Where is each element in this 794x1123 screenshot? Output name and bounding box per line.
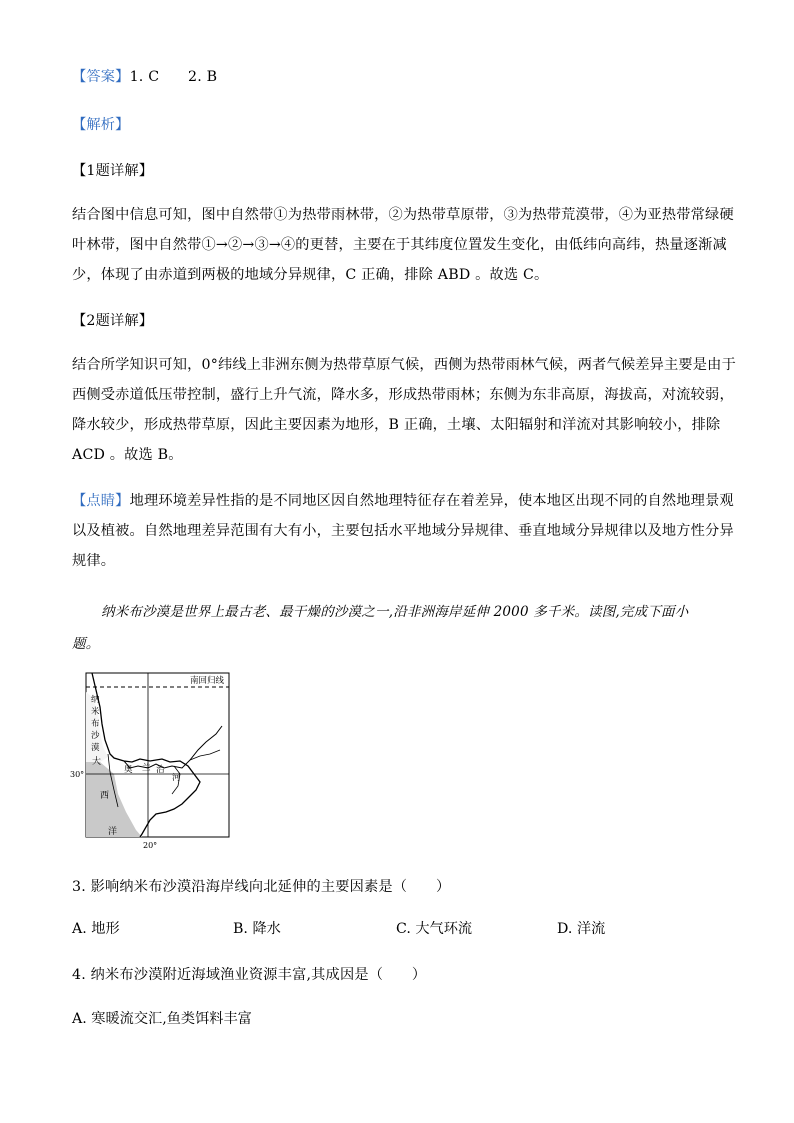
q2-text-line: 西侧受赤道低压带控制，盛行上升气流，降水多，形成热带雨林；东侧为东非高原，海拔高，对流较弱，: [72, 387, 734, 403]
desert-char: 米: [91, 707, 100, 717]
q2-text-line: 结合所学知识可知，0°纬线上非洲东侧为热带草原气候，西侧为热带雨林气候，两者气候差异主要是由于: [72, 357, 736, 373]
q2-heading: 【2题详解】: [72, 313, 154, 329]
q3-option-b[interactable]: B. 降水: [233, 921, 281, 937]
river-char: 兰: [142, 763, 151, 773]
answer-line: [72, 66, 217, 86]
river-char: 奥: [124, 765, 133, 775]
answer-tag: 【答案】: [72, 69, 130, 85]
desert-char: 纳: [91, 695, 100, 705]
intro-line: 题。: [72, 636, 100, 652]
q3-stem: 3. 影响纳米布沙漠沿海岸线向北延伸的主要因素是（ ）: [72, 879, 451, 895]
q1-text-line: 叶林带，图中自然带①→②→③→④的更替，主要在于其纬度位置发生变化，由低纬向高纬，热量逐渐减: [72, 237, 727, 253]
ocean-char: 洋: [108, 827, 118, 837]
desert-char: 漠: [91, 743, 100, 753]
q3-option-d[interactable]: D. 洋流: [557, 921, 606, 937]
tip-line: [72, 490, 734, 510]
q4-stem: 4. 纳米布沙漠附近海域渔业资源丰富,其成因是（ ）: [72, 967, 427, 983]
q2-text-line: ACD 。故选 B。: [72, 447, 183, 463]
q4-option-a[interactable]: A. 寒暖流交汇,鱼类饵料丰富: [72, 1011, 252, 1027]
lon-label: 20°: [143, 841, 158, 850]
q1-text-line: 少，体现了由赤道到两极的地域分异规律，C 正确，排除 ABD 。故选 C。: [72, 267, 549, 283]
tip-text-line: 规律。: [72, 553, 116, 569]
ocean-char: 大: [92, 757, 102, 767]
river-char: 河: [172, 773, 181, 783]
tip-tag: 【点睛】: [72, 493, 130, 509]
analysis-tag: 【解析】: [72, 117, 130, 133]
lat-label: 30°: [70, 770, 85, 779]
q1-heading: 【1题详解】: [72, 163, 154, 179]
intro-line: 纳米布沙漠是世界上最古老、最干燥的沙漠之一,沿非洲海岸延伸 2000 多千米。读图,完成下面小: [101, 604, 689, 620]
river-char: 治: [156, 765, 165, 775]
tropic-label: 南回归线: [190, 676, 225, 686]
desert-char: 布: [91, 719, 100, 729]
answer-text: 1. C 2. B: [129, 69, 218, 85]
q3-option-c[interactable]: C. 大气环流: [396, 921, 473, 937]
q3-option-a[interactable]: A. 地形: [72, 921, 120, 937]
tip-text: 地理环境差异性指的是不同地区因自然地理特征存在着差异，使本地区出现不同的自然地理景观: [129, 493, 734, 509]
namib-map: [70, 662, 252, 852]
desert-char: 沙: [91, 731, 100, 741]
ocean-char: 西: [100, 791, 110, 801]
q2-text-line: 降水较少，形成热带草原，因此主要因素为地形，B 正确，土壤、太阳辐射和洋流对其影响较小，排除: [72, 417, 721, 433]
tip-text-line: 以及植被。自然地理差异范围有大有小，主要包括水平地域分异规律、垂直地域分异规律以及地方性分异: [72, 523, 734, 539]
q1-text-line: 结合图中信息可知，图中自然带①为热带雨林带，②为热带草原带，③为热带荒漠带，④为亚热带常绿硬: [72, 207, 734, 223]
